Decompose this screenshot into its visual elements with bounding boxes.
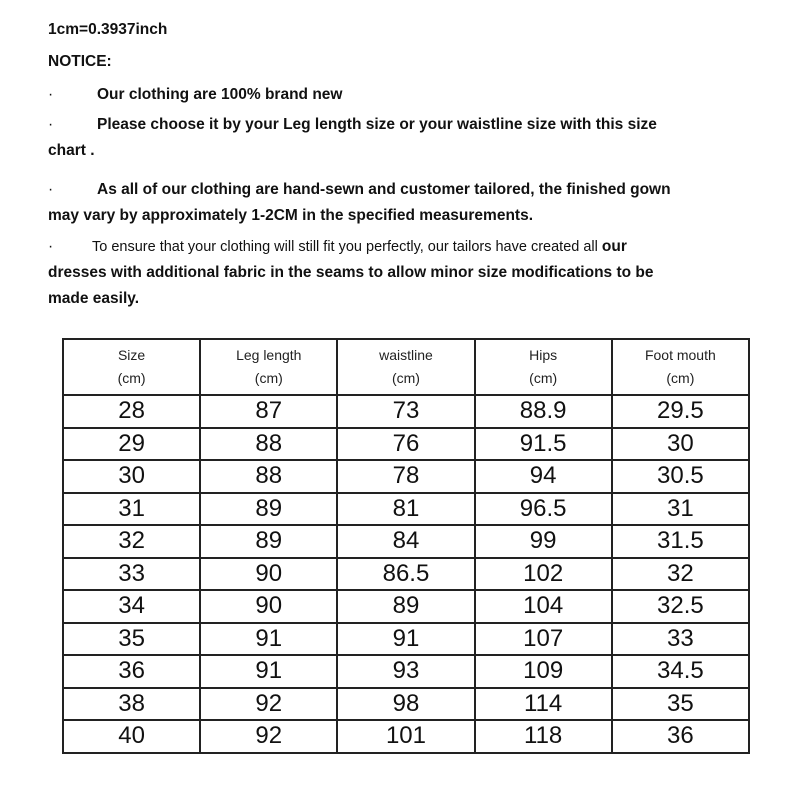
table-header-row bbox=[63, 339, 749, 395]
table-row bbox=[63, 428, 749, 461]
cell-leg-length: 88 bbox=[200, 428, 337, 461]
table-row bbox=[63, 525, 749, 558]
header-waistline: waistline (cm) bbox=[337, 339, 474, 395]
cell-foot-mouth: 32.5 bbox=[612, 590, 749, 623]
cell-hips: 99 bbox=[475, 525, 612, 558]
cell-waistline: 73 bbox=[337, 395, 474, 428]
cell-waistline: 76 bbox=[337, 428, 474, 461]
header-size: Size (cm) bbox=[63, 339, 200, 395]
notice-text: Please choose it by your Leg length size or your waistline size with this size bbox=[97, 116, 657, 133]
cell-waistline: 89 bbox=[337, 590, 474, 623]
cell-size: 28 bbox=[63, 395, 200, 428]
header-foot-mouth: Foot mouth (cm) bbox=[612, 339, 749, 395]
cell-foot-mouth: 31.5 bbox=[612, 525, 749, 558]
notice-text-continued: made easily. bbox=[48, 290, 140, 307]
size-chart-table bbox=[62, 338, 750, 754]
table-row bbox=[63, 558, 749, 591]
cell-waistline: 81 bbox=[337, 493, 474, 526]
cell-leg-length: 87 bbox=[200, 395, 337, 428]
notice-item bbox=[48, 234, 748, 312]
table-row bbox=[63, 590, 749, 623]
notice-text-bold: our bbox=[601, 238, 627, 255]
cell-size: 38 bbox=[63, 688, 200, 721]
cell-waistline: 86.5 bbox=[337, 558, 474, 591]
cell-leg-length: 89 bbox=[200, 525, 337, 558]
cell-foot-mouth: 34.5 bbox=[612, 655, 749, 688]
cell-hips: 109 bbox=[475, 655, 612, 688]
cell-hips: 104 bbox=[475, 590, 612, 623]
table-row bbox=[63, 655, 749, 688]
notice-item bbox=[48, 85, 342, 105]
cell-hips: 91.5 bbox=[475, 428, 612, 461]
cell-waistline: 98 bbox=[337, 688, 474, 721]
cell-waistline: 101 bbox=[337, 720, 474, 753]
notice-text-continued: may vary by approximately 1-2CM in the specified measurements. bbox=[48, 207, 533, 224]
notice-text: Our clothing are 100% brand new bbox=[97, 86, 343, 103]
cell-hips: 114 bbox=[475, 688, 612, 721]
cell-foot-mouth: 29.5 bbox=[612, 395, 749, 428]
bullet-icon: · bbox=[48, 238, 54, 255]
bullet-icon: · bbox=[48, 116, 54, 133]
cell-leg-length: 92 bbox=[200, 688, 337, 721]
cell-foot-mouth: 35 bbox=[612, 688, 749, 721]
notice-item bbox=[48, 112, 748, 164]
cell-size: 31 bbox=[63, 493, 200, 526]
cell-size: 35 bbox=[63, 623, 200, 656]
bullet-icon: · bbox=[48, 86, 54, 103]
cell-size: 32 bbox=[63, 525, 200, 558]
cell-waistline: 93 bbox=[337, 655, 474, 688]
cell-leg-length: 90 bbox=[200, 558, 337, 591]
conversion-note: 1cm=0.3937inch bbox=[48, 21, 168, 38]
table-row bbox=[63, 395, 749, 428]
cell-leg-length: 91 bbox=[200, 623, 337, 656]
cell-leg-length: 92 bbox=[200, 720, 337, 753]
cell-hips: 96.5 bbox=[475, 493, 612, 526]
cell-waistline: 84 bbox=[337, 525, 474, 558]
header-leg-length: Leg length (cm) bbox=[200, 339, 337, 395]
cell-hips: 94 bbox=[475, 460, 612, 493]
notice-item bbox=[48, 177, 748, 229]
cell-size: 29 bbox=[63, 428, 200, 461]
cell-size: 40 bbox=[63, 720, 200, 753]
cell-size: 30 bbox=[63, 460, 200, 493]
cell-foot-mouth: 33 bbox=[612, 623, 749, 656]
cell-hips: 88.9 bbox=[475, 395, 612, 428]
table-row bbox=[63, 720, 749, 753]
cell-waistline: 91 bbox=[337, 623, 474, 656]
cell-foot-mouth: 36 bbox=[612, 720, 749, 753]
cell-leg-length: 91 bbox=[200, 655, 337, 688]
cell-foot-mouth: 31 bbox=[612, 493, 749, 526]
cell-hips: 107 bbox=[475, 623, 612, 656]
notice-title: NOTICE: bbox=[48, 53, 112, 70]
cell-foot-mouth: 30 bbox=[612, 428, 749, 461]
notice-text: As all of our clothing are hand-sewn and customer tailored, the finished gown bbox=[97, 181, 671, 198]
cell-size: 36 bbox=[63, 655, 200, 688]
cell-foot-mouth: 32 bbox=[612, 558, 749, 591]
cell-leg-length: 90 bbox=[200, 590, 337, 623]
cell-hips: 102 bbox=[475, 558, 612, 591]
bullet-icon: · bbox=[48, 181, 54, 198]
notice-text-continued: dresses with additional fabric in the seams to allow minor size modifications to be bbox=[48, 264, 654, 281]
cell-foot-mouth: 30.5 bbox=[612, 460, 749, 493]
cell-leg-length: 88 bbox=[200, 460, 337, 493]
cell-size: 34 bbox=[63, 590, 200, 623]
header-hips: Hips (cm) bbox=[475, 339, 612, 395]
cell-leg-length: 89 bbox=[200, 493, 337, 526]
table-row bbox=[63, 493, 749, 526]
table-row bbox=[63, 460, 749, 493]
table-row bbox=[63, 688, 749, 721]
cell-hips: 118 bbox=[475, 720, 612, 753]
cell-waistline: 78 bbox=[337, 460, 474, 493]
table-row bbox=[63, 623, 749, 656]
notice-text: To ensure that your clothing will still fit you perfectly, our tailors have created all bbox=[92, 239, 602, 255]
notice-text-continued: chart . bbox=[48, 142, 95, 159]
cell-size: 33 bbox=[63, 558, 200, 591]
size-chart-body bbox=[63, 395, 749, 753]
